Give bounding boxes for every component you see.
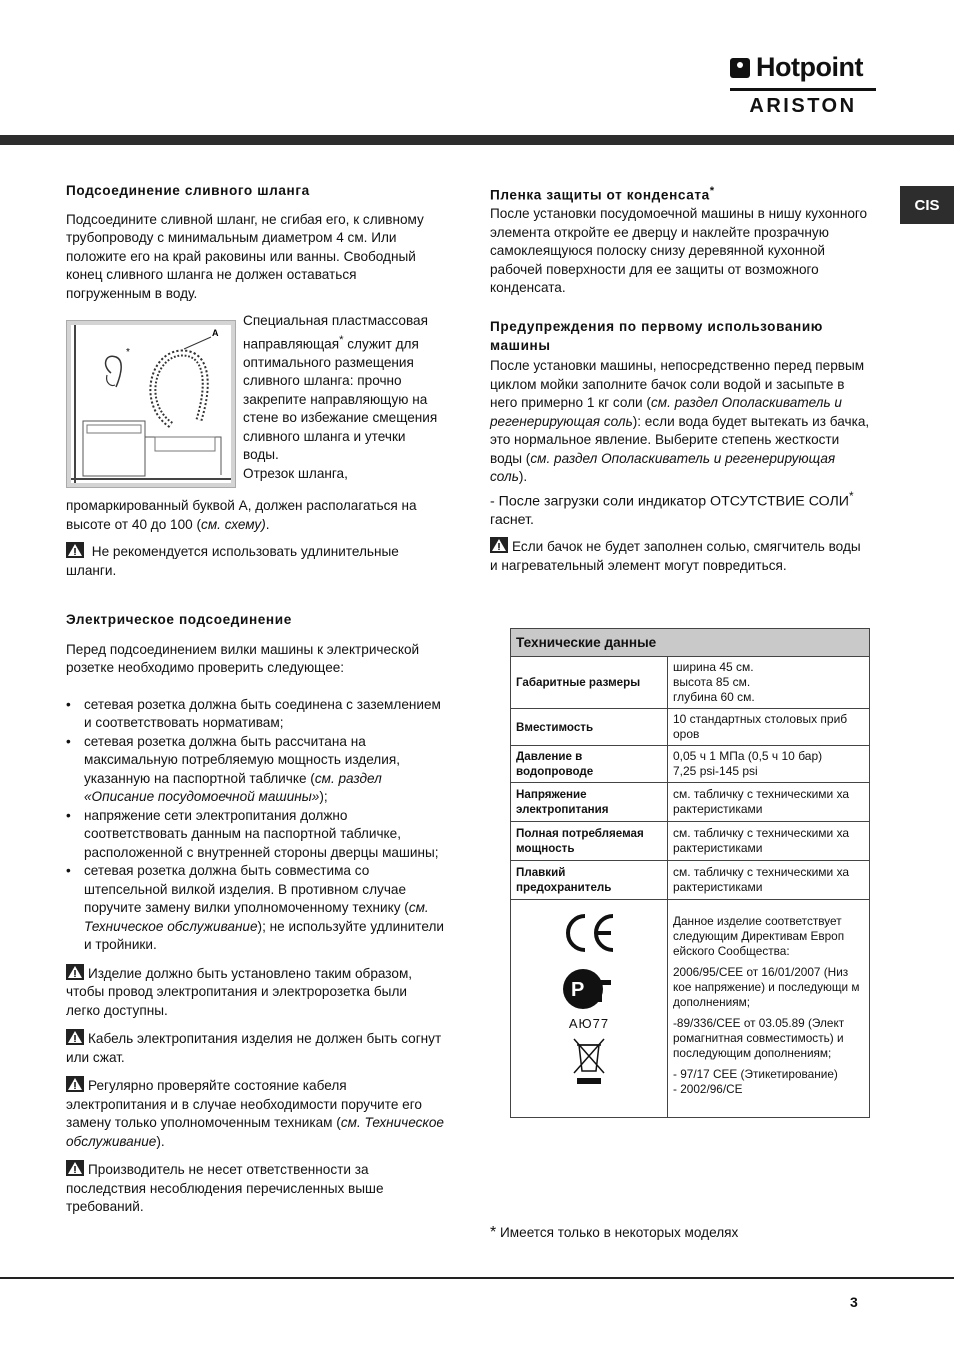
certification-code: АЮ77: [568, 1016, 610, 1031]
page-number: 3: [850, 1294, 858, 1310]
warning-icon: [66, 1160, 84, 1176]
row-key: Напряжение: [516, 788, 587, 801]
directive-text: Данное изделие соответствует следующим Директивам Европ ейского Сообщества:: [673, 914, 845, 958]
warning-icon: [66, 1076, 84, 1092]
ce-mark-icon: [559, 910, 619, 956]
electric-title: Электрическое подсоединение: [66, 612, 292, 627]
drain-p3: промаркированный буквой А, должен располагаться на высоте от 40 до 100 (: [66, 498, 417, 532]
list-item: • напряжение сети электропитания должно соответствовать данным на паспортной табличке, расположенной с внутренней стороны дверцы машины;: [66, 807, 444, 863]
guide-text-b: служит для оптимального размещения сливного шланга: прочно закрепите направляющую на стене во избежание смещения сливного шланга и утечки воды.: [243, 336, 438, 463]
brand-top: Hotpoint: [756, 52, 863, 82]
directives-cell: [668, 900, 870, 1118]
first-use-title: Предупреждения по первому использованию машины: [490, 319, 823, 353]
warning-accessible: Изделие должно быть установлено таким образом, чтобы провод электропитания и электророзетка были легко доступны.: [66, 965, 413, 1018]
warning-check-cable-italic: см. Техническое обслуживание: [66, 1115, 444, 1149]
film-title: Пленка защиты от конденсата: [490, 187, 710, 203]
warning-icon: [66, 964, 84, 980]
row-key: Давление в: [516, 750, 583, 763]
first-use-text-a: После установки машины, непосредственно перед первым циклом мойки заполните бачок соли водой и засыпьте в него примерно 1 кг соли (: [490, 358, 865, 410]
directive-text: -89/336/CEE от 03.05.89 (Элект ромагнитная совместимость) и последующим дополнениям;: [673, 1016, 845, 1060]
electric-section: [66, 611, 444, 1217]
row-value: рактеристиками: [673, 880, 763, 894]
row-key: предохранитель: [516, 881, 612, 894]
row-key: водопроводе: [516, 765, 594, 778]
bullet4-italic: см. Техническое обслуживание: [84, 900, 429, 934]
row-value: 7,25 psi-145 psi: [673, 764, 758, 778]
row-value: рактеристиками: [673, 802, 763, 816]
certification-marks: [511, 900, 668, 1118]
first-use-italic-1: см. раздел Ополаскиватель и регенерирующая соль: [490, 395, 842, 429]
row-key: Плавкий: [516, 866, 566, 879]
table-row: [511, 657, 870, 709]
bullet4-a: сетевая розетка должна быть совместима со штепсельной вилкой изделия. В противном случае поручите замену вилки уполномоченному технику (: [84, 863, 409, 915]
drain-p3-end: .: [265, 516, 270, 532]
table-row: [511, 709, 870, 746]
electric-checklist: [66, 696, 444, 955]
list-item: • сетевая розетка должна быть соединена с заземлением и соответствовать нормативам;: [66, 696, 444, 733]
row-value: 0,05 ч 1 МПа (0,5 ч 10 бар): [673, 749, 823, 763]
brand-bottom: ARISTON: [749, 95, 857, 117]
brand-logo: [730, 52, 876, 118]
warning-icon: [66, 542, 84, 558]
salt-indicator-text: - После загрузки соли индикатор ОТСУТСТВИЕ СОЛИ: [490, 493, 850, 510]
guide-text: Специальная пластмассовая направляющая* служит для оптимального размещения сливного шланга: прочно закрепите направляющую на стене во избежание смещения сливного шланга и утечки воды. Отрезок шланга,: [243, 312, 443, 483]
header-bar: [0, 135, 954, 145]
table-row: [511, 822, 870, 861]
guide-text-a: Специальная пластмассовая направляющая: [243, 313, 428, 352]
warning-icon: [66, 1029, 84, 1045]
guide-text-c: Отрезок шланга,: [243, 465, 348, 481]
drain-p3-italic: см. схему): [201, 516, 266, 532]
electric-intro: Перед подсоединением вилки машины к электрической розетке необходимо проверить следующее:: [66, 641, 420, 675]
footer-line: [0, 1277, 954, 1279]
directive-text: - 97/17 CEE (Этикетирование): [673, 1067, 838, 1081]
list-item: [66, 733, 444, 807]
directive-text: - 2002/96/CE: [673, 1082, 743, 1096]
drain-paragraph-1: Подсоедините сливной шланг, не сгибая его, к сливному трубопроводу с минимальным диаметром 4 см. Или положите его на край раковины или ванны. Свободный конец сливного шланга не должен оставаться погруженным в воду.: [66, 211, 424, 301]
row-value: см. табличку с техническими ха: [673, 787, 850, 801]
language-tab: CIS: [900, 186, 954, 224]
table-row: [511, 900, 870, 1118]
row-value: 10 стандартных столовых приб: [673, 712, 848, 726]
film-section: Пленка защиты от конденсата* После установки посудомоечной машины в нишу кухонного элемента откройте ее дверцу и наклейте прозрачную самоклеящуюся полоску снизу деревянной кухонной рабочей поверхности для ее защиты от возможного конденсата.: [490, 182, 872, 298]
film-paragraph: После установки посудомоечной машины в нишу кухонного элемента откройте ее дверцу и наклейте прозрачную самоклеящуюся полоску снизу деревянной кухонной рабочей поверхности для ее защиты от возможного конденсата.: [490, 206, 868, 296]
row-key: Полная потребляемая: [516, 827, 644, 840]
row-value: рактеристиками: [673, 841, 763, 855]
drain-cont: [66, 497, 444, 580]
table-row: [511, 861, 870, 900]
directive-text: 2006/95/CEE от 16/01/2007 (Низ кое напряжение) и последующи м дополнениям;: [673, 965, 860, 1009]
footnote-text: Имеется только в некоторых моделях: [496, 1225, 739, 1240]
bullet2-a: сетевая розетка должна быть рассчитана на максимальную потребляемую мощность изделия, указанную на паспортной табличке (: [84, 733, 400, 786]
warning-salt: Если бачок не будет заполнен солью, смягчитель воды и нагревательный элемент могут повредиться.: [490, 539, 861, 573]
footnote: * Имеется только в некоторых моделях: [490, 1224, 739, 1241]
warning-check-cable-end: ).: [156, 1133, 165, 1149]
table-title: Технические данные: [511, 629, 870, 657]
salt-indicator-end: гаснет.: [490, 511, 534, 528]
row-value: см. табличку с техническими ха: [673, 865, 850, 879]
first-use-text-b: ): если вода будет вытекать из бачка, это нормальное явление. Выберите степень жесткости воды (: [490, 413, 870, 466]
technical-data-table: [510, 628, 870, 1118]
row-key: мощность: [516, 842, 575, 855]
drain-hose-figure: [66, 320, 236, 488]
hose-illustration: [71, 325, 231, 483]
first-use-italic-2: см. раздел Ополаскиватель и регенерирующая соль: [490, 450, 836, 484]
row-key: Вместимость: [511, 709, 668, 746]
row-key: электропитания: [516, 803, 609, 816]
drain-title: Подсоединение сливного шланга: [66, 183, 310, 198]
warning-extension-hoses: Не рекомендуется использовать удлинительные шланги.: [66, 544, 399, 578]
warning-icon: [490, 537, 508, 553]
bullet4-end: ); не используйте удлинители и тройники.: [84, 918, 444, 952]
first-use-section: Предупреждения по первому использованию машины После установки машины, непосредственно перед первым циклом мойки заполните бачок соли водой и засыпьте в него примерно 1 кг соли (см. раздел Ополаскиватель и регенерирующая соль): если вода будет вытекать из бачка, это нормальное явление. Выберите степень жесткости воды (см. раздел Ополаскиватель и регенерирующая соль). - После загрузки соли индикатор ОТСУТСТВИЕ СОЛИ* гаснет. Если бачок не будет заполнен солью, смягчитель воды и нагревательный элемент могут повредиться.: [490, 318, 872, 575]
rst-mark-icon: [561, 966, 617, 1012]
figure-label-star: *: [126, 347, 130, 358]
warning-liability: Производитель не несет ответственности за последствия несоблюдения перечисленных выше требований.: [66, 1162, 384, 1214]
warning-check-cable: Регулярно проверяйте состояние кабеля электропитания и в случае необходимости поручите его замену только уполномоченным техникам (: [66, 1078, 422, 1130]
list-item: [66, 862, 444, 955]
row-value: оров: [673, 727, 700, 741]
table-row: [511, 783, 870, 822]
svg-text:Р: Р: [571, 979, 585, 1001]
weee-bin-icon: [569, 1035, 609, 1085]
logo-mark-icon: [730, 58, 750, 78]
drain-section: [66, 182, 444, 303]
row-value: ширина 45 см.: [673, 660, 754, 674]
row-key: Габаритные размеры: [511, 657, 668, 709]
figure-label-a: A: [212, 328, 219, 338]
warning-cable: Кабель электропитания изделия не должен быть согнут или сжат.: [66, 1031, 442, 1065]
row-value: высота 85 см.: [673, 675, 751, 689]
first-use-text-c: ).: [518, 469, 528, 484]
row-value: глубина 60 см.: [673, 690, 755, 704]
bullet2-italic: см. раздел «Описание посудомоечной машины»: [84, 770, 382, 804]
table-row: [511, 746, 870, 783]
bullet2-end: );: [319, 789, 328, 804]
row-value: см. табличку с техническими ха: [673, 826, 850, 840]
